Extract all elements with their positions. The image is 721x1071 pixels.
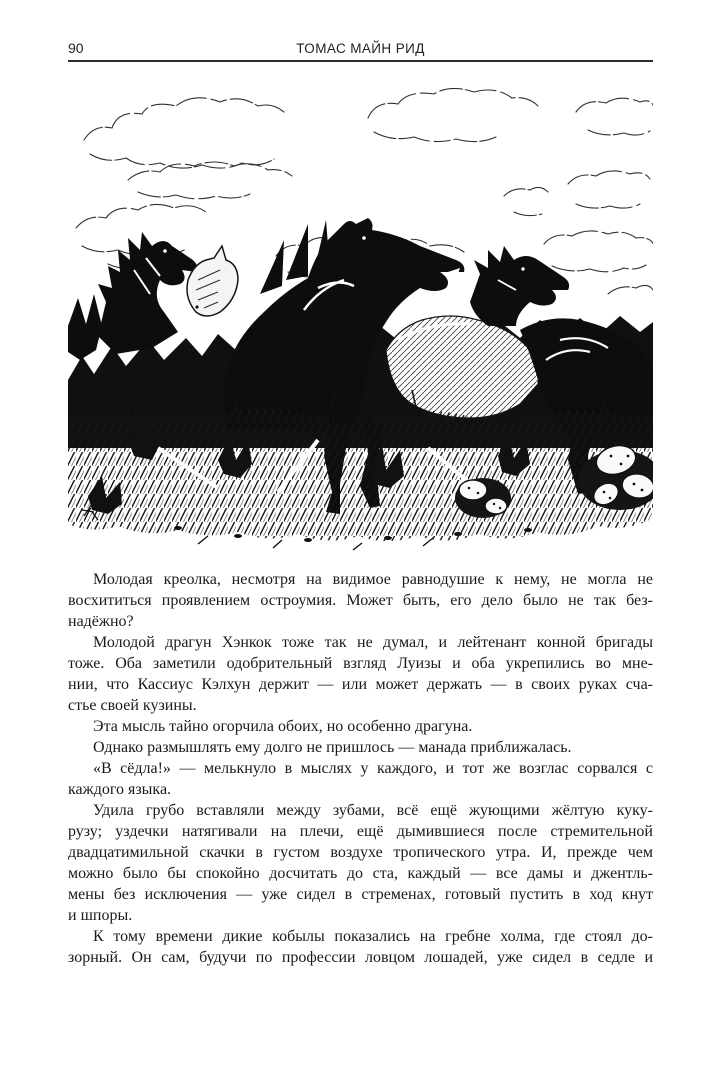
text-line: надёжно? [68, 613, 134, 630]
text-line: Молодая креолка, несмотря на видимое равнодушие к нему, не могла не [93, 571, 653, 588]
text-line: восхититься проявлением остроумия. Может быть, его дело было не так без- [68, 592, 653, 609]
text-line: тоже. Оба заметили одобрительный взгляд Луизы и оба укрепились во мне- [68, 655, 653, 672]
text-line: зорный. Он сам, будучи по профессии ловцом лошадей, уже сидел в седле и [68, 949, 653, 966]
text-line: можно было бы спокойно досчитать до ста, каждый — все дамы и джентль- [68, 865, 653, 882]
running-title: ТОМАС МАЙН РИД [296, 41, 425, 56]
text-line: рузу; уздечки натягивали на плечи, ещё дымившиеся после стремительной [68, 823, 653, 840]
illustration-wild-horses [68, 88, 653, 562]
text-line: «В сёдла!» — мелькнуло в мыслях у каждого, и тот же возглас сорвался с [93, 760, 653, 777]
text-line: каждого языка. [68, 781, 172, 798]
text-line: нии, что Кассиус Кэлхун держит — или может держать — в своих руках сча- [68, 676, 653, 693]
text-line: Удила грубо вставляли между зубами, всё ещё жующими жёлтую куку- [93, 802, 653, 819]
text-line: мены без исключения — уже сидел в стременах, готовый пустить в ход кнут [68, 886, 653, 903]
body-text [68, 569, 653, 968]
text-line: и шпоры. [68, 907, 133, 924]
text-line: Однако размышлять ему долго не пришлось — манада приближалась. [93, 739, 572, 756]
page-number: 90 [68, 40, 84, 56]
text-line: К тому времени дикие кобылы показались на гребне холма, где стоял до- [93, 928, 653, 945]
text-line: Эта мысль тайно огорчила обоих, но особенно драгуна. [93, 718, 473, 735]
text-line: стье своей кузины. [68, 697, 197, 714]
text-line: двадцатимильной скачки в густом воздухе тропического утра. И, прежде чем [68, 844, 653, 861]
text-line: Молодой драгун Хэнкок тоже так не думал, и лейтенант конной бригады [93, 634, 653, 651]
header-rule [68, 60, 653, 62]
